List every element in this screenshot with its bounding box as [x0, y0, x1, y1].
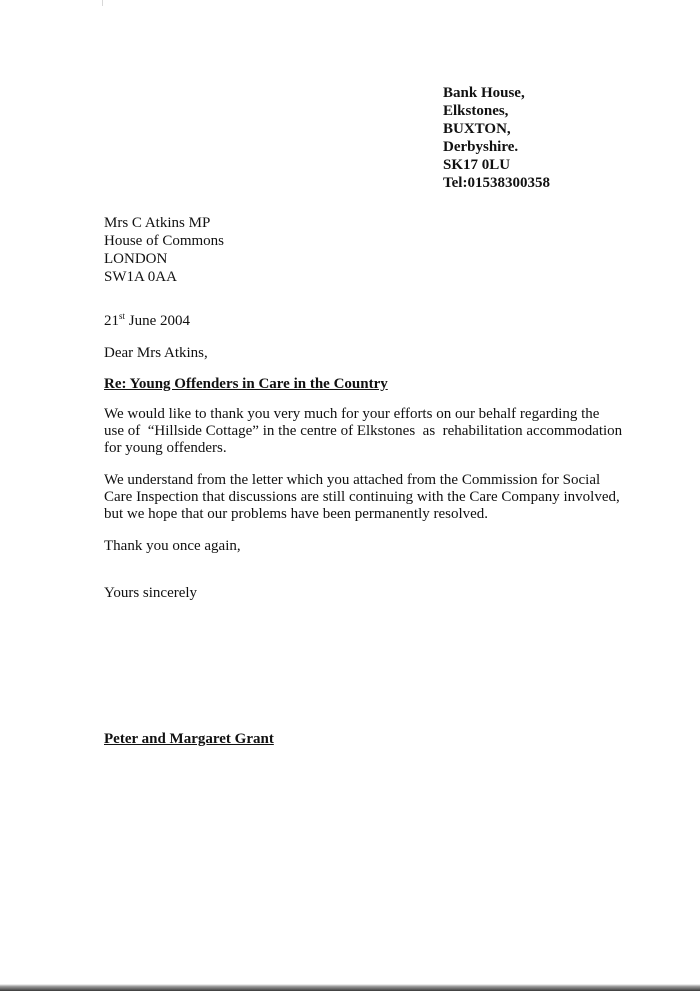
recipient-postcode: SW1A 0AA — [104, 269, 177, 285]
scan-edge — [0, 984, 700, 991]
recipient-address — [104, 214, 224, 286]
letter-date — [104, 312, 190, 330]
paragraph-1-line-1: We would like to thank you very much for your efforts on our behalf regarding the — [104, 406, 600, 422]
recipient-address-line-2: House of Commons — [104, 233, 224, 249]
scan-mark — [102, 0, 103, 6]
sender-telephone: Tel:01538300358 — [443, 175, 550, 191]
sender-address-line-4: Derbyshire. — [443, 139, 519, 155]
closing: Yours sincerely — [104, 585, 198, 601]
sender-address-line-2: Elkstones, — [443, 103, 509, 119]
recipient-address-line-3: LONDON — [104, 251, 168, 267]
paragraph-2-line-3: but we hope that our problems have been permanently resolved. — [104, 506, 489, 522]
paragraph-2-line-2: Care Inspection that discussions are still continuing with the Care Company involved, — [104, 489, 620, 505]
date-day: 21 — [104, 313, 119, 329]
body-paragraph-2 — [104, 472, 634, 523]
sender-address-line-1: Bank House, — [443, 85, 525, 101]
signature-name: Peter and Margaret Grant — [104, 731, 274, 747]
thanks-line: Thank you once again, — [104, 538, 241, 554]
recipient-name: Mrs C Atkins MP — [104, 215, 211, 231]
date-month-year: June 2004 — [125, 313, 191, 329]
sender-postcode: SK17 0LU — [443, 157, 511, 173]
paragraph-1-line-3: for young offenders. — [104, 440, 227, 456]
body-paragraph-1 — [104, 406, 634, 457]
date-day-suffix: st — [119, 311, 126, 321]
sender-address — [443, 84, 550, 192]
sender-address-line-3: BUXTON, — [443, 121, 511, 137]
paragraph-2-line-1: We understand from the letter which you attached from the Commission for Social — [104, 472, 601, 488]
subject-line: Re: Young Offenders in Care in the Country — [104, 376, 388, 392]
paragraph-1-line-2: use of “Hillside Cottage” in the centre of Elkstones as rehabilitation accommodation — [104, 423, 623, 439]
salutation: Dear Mrs Atkins, — [104, 345, 208, 361]
